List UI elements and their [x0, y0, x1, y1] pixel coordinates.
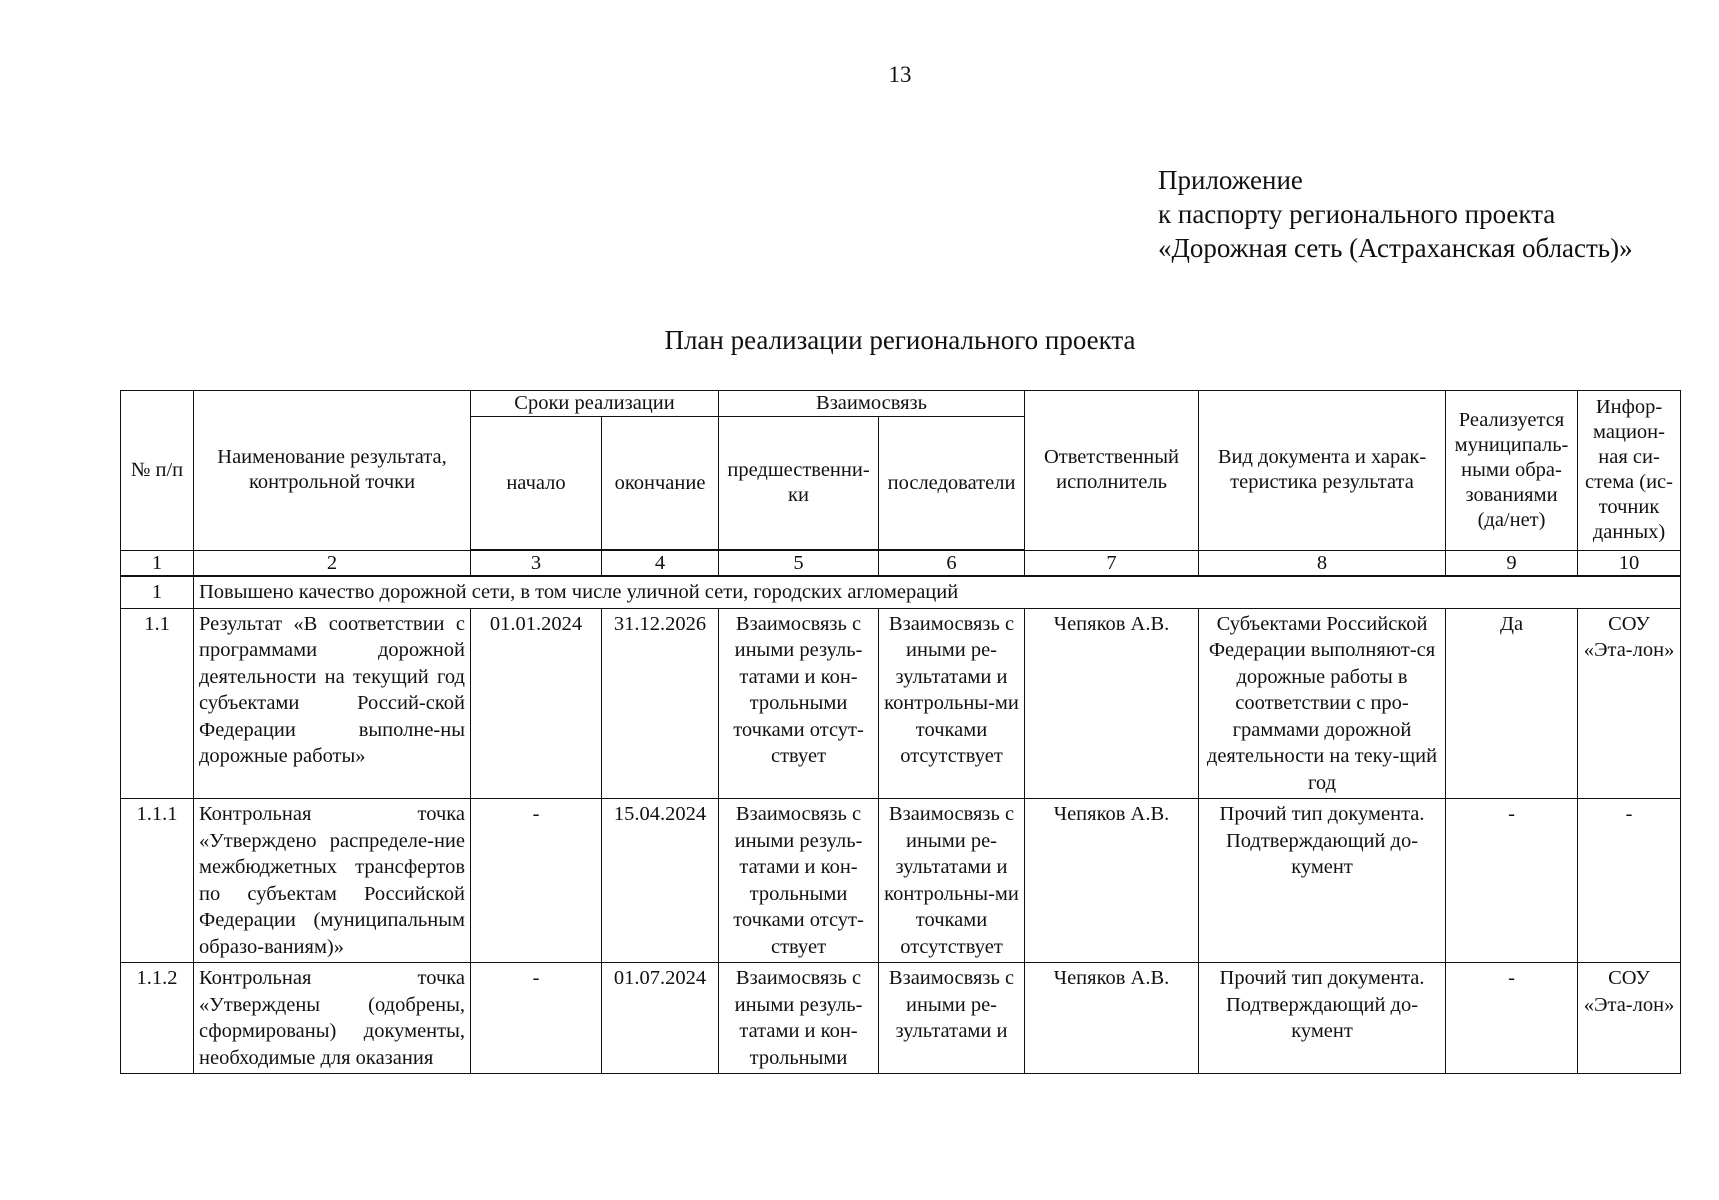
row-end: 01.07.2024 [602, 963, 719, 1074]
header-document: Вид документа и харак-теристика результата [1199, 391, 1446, 551]
appendix-line-2: к паспорту регионального проекта [1158, 199, 1556, 229]
row-predecessors: Взаимосвязь с иными резуль-татами и кон-трольными [719, 963, 879, 1074]
section-row [121, 576, 1681, 608]
row-num: 1.1 [121, 608, 194, 799]
col-number: 5 [719, 550, 879, 576]
row-municipal: - [1446, 799, 1578, 963]
col-number: 1 [121, 550, 194, 576]
column-numbers-row [121, 550, 1681, 576]
table-row [121, 963, 1681, 1074]
header-name: Наименование результата, контрольной точки [194, 391, 471, 551]
row-document: Прочий тип документа. Подтверждающий до-кумент [1199, 963, 1446, 1074]
row-municipal: - [1446, 963, 1578, 1074]
row-info-system: СОУ «Эта-лон» [1578, 608, 1681, 799]
row-start: 01.01.2024 [471, 608, 602, 799]
header-municipal: Реализуется муниципаль-ными обра-зованиями (да/нет) [1446, 391, 1578, 551]
row-name: Контрольная точка «Утверждено распределе-ние межбюджетных трансфертов по субъектам Российской Федерации (муниципальным образо-ваниям)» [194, 799, 471, 963]
header-start: начало [471, 417, 602, 551]
appendix-line-3: «Дорожная сеть (Астраханская область)» [1158, 233, 1633, 263]
table-row [121, 608, 1681, 799]
row-start: - [471, 963, 602, 1074]
row-responsible: Чепяков А.В. [1025, 799, 1199, 963]
row-predecessors: Взаимосвязь с иными резуль-татами и кон-трольными точками отсут-ствует [719, 608, 879, 799]
row-responsible: Чепяков А.В. [1025, 963, 1199, 1074]
row-name: Контрольная точка «Утверждены (одобрены, сформированы) документы, необходимые для оказания [194, 963, 471, 1074]
col-number: 8 [1199, 550, 1446, 576]
row-responsible: Чепяков А.В. [1025, 608, 1199, 799]
header-end: окончание [602, 417, 719, 551]
col-number: 3 [471, 550, 602, 576]
row-name: Результат «В соответствии с программами дорожной деятельности на текущий год субъектами Россий-ской Федерации выполне-ны дорожные работы» [194, 608, 471, 799]
section-num: 1 [121, 576, 194, 608]
section-text: Повышено качество дорожной сети, в том числе уличной сети, городских агломераций [194, 576, 1681, 608]
row-end: 31.12.2026 [602, 608, 719, 799]
page-number: 13 [888, 62, 912, 87]
col-number: 4 [602, 550, 719, 576]
row-info-system: - [1578, 799, 1681, 963]
row-info-system: СОУ «Эта-лон» [1578, 963, 1681, 1074]
table-header [121, 391, 1681, 551]
row-end: 15.04.2024 [602, 799, 719, 963]
appendix-block [1158, 163, 1633, 265]
header-num: № п/п [121, 391, 194, 551]
row-document: Субъектами Российской Федерации выполняют-ся дорожные работы в соответствии с про-граммами дорожной деятельности на теку-щий год [1199, 608, 1446, 799]
header-info-system: Инфор-мацион-ная си-стема (ис-точник данных) [1578, 391, 1681, 551]
header-responsible: Ответственный исполнитель [1025, 391, 1199, 551]
plan-table [120, 390, 1681, 1074]
col-number: 9 [1446, 550, 1578, 576]
row-predecessors: Взаимосвязь с иными резуль-татами и кон-трольными точками отсут-ствует [719, 799, 879, 963]
row-num: 1.1.2 [121, 963, 194, 1074]
row-num: 1.1.1 [121, 799, 194, 963]
col-number: 6 [879, 550, 1025, 576]
header-predecessors: предшественни-ки [719, 417, 879, 551]
header-link: Взаимосвязь [719, 391, 1025, 417]
header-successors: последователи [879, 417, 1025, 551]
row-start: - [471, 799, 602, 963]
col-number: 2 [194, 550, 471, 576]
col-number: 7 [1025, 550, 1199, 576]
table-row [121, 799, 1681, 963]
row-municipal: Да [1446, 608, 1578, 799]
row-successors: Взаимосвязь с иными ре-зультатами и [879, 963, 1025, 1074]
row-document: Прочий тип документа. Подтверждающий до-кумент [1199, 799, 1446, 963]
row-successors: Взаимосвязь с иными ре-зультатами и контрольны-ми точками отсутствует [879, 608, 1025, 799]
row-successors: Взаимосвязь с иными ре-зультатами и контрольны-ми точками отсутствует [879, 799, 1025, 963]
header-terms: Сроки реализации [471, 391, 719, 417]
appendix-line-1: Приложение [1158, 165, 1303, 195]
col-number: 10 [1578, 550, 1681, 576]
document-title: План реализации регионального проекта [664, 325, 1136, 355]
